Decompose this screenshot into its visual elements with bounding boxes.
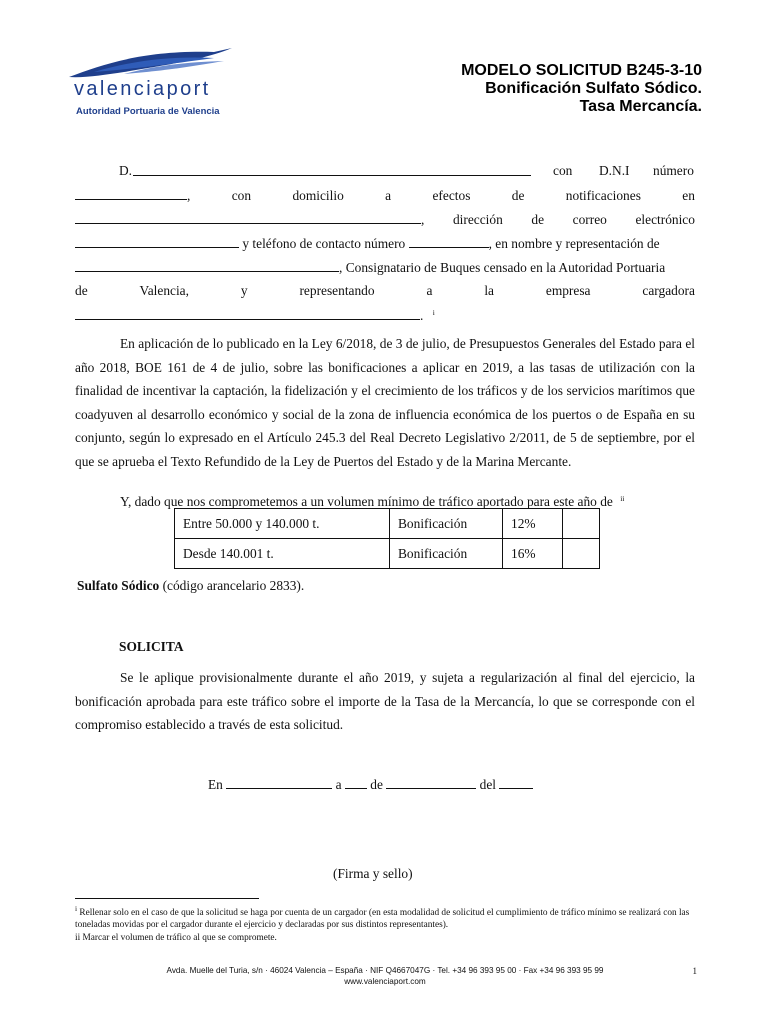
footnote-2: ii Marcar el volumen de tráfico al que se compromete. [75, 933, 277, 943]
logo-wordmark: valenciaport [74, 78, 211, 100]
word: cargadora [642, 283, 695, 298]
word: electrónico [635, 212, 695, 227]
address-field [75, 211, 424, 228]
logo-subtitle: Autoridad Portuaria de Valencia [76, 106, 220, 117]
word: a [385, 188, 392, 203]
table-row [175, 539, 600, 569]
word: la [484, 283, 494, 298]
word: de [511, 188, 525, 203]
label-representation: , en nombre y representación de [488, 236, 660, 251]
label-phone: y teléfono de contacto número [242, 236, 406, 251]
bonus-label: Bonificación [390, 509, 503, 539]
word: notificaciones [565, 188, 641, 203]
label-con: con [553, 163, 573, 178]
label-d: D. [119, 163, 133, 178]
word: a [426, 283, 433, 298]
word: empresa [545, 283, 591, 298]
word: en [682, 188, 695, 203]
city-blank[interactable] [226, 776, 332, 789]
selection-box[interactable] [563, 509, 600, 539]
valenciaport-logo [64, 44, 234, 124]
period: . [420, 308, 424, 323]
form-line-company [75, 283, 695, 305]
title-line-3: Tasa Mercancía. [579, 98, 702, 115]
consignee-blank[interactable] [75, 259, 339, 272]
word: dirección [452, 212, 503, 227]
footer-address: Avda. Muelle del Turia, s/n · 46024 Valencia – España · NIF Q4667047G · Tel. +34 96 393 95 00 · Fax +34 96 393 95 99 [166, 966, 604, 975]
footnote-ref-2: ii [620, 493, 625, 503]
form-line-address [75, 211, 695, 233]
month-blank[interactable] [386, 776, 476, 789]
dni-field [75, 187, 190, 204]
label-dni: D.N.I [599, 163, 630, 178]
product-name: Sulfato Sódico [77, 578, 160, 593]
volume-range: Entre 50.000 y 140.000 t. [175, 509, 390, 539]
form-line-dni [75, 187, 695, 209]
word: representando [299, 283, 375, 298]
dni-blank[interactable] [75, 187, 187, 200]
request-paragraph: Se le aplique provisionalmente durante el año 2019, y sujeta a regularización al final del ejercicio, la bonificación aprobada para este tráfico sobre el importe de la Tasa de la Mercancía, lo que se corresponde con el compromiso establecido a través de esta solicitud. [75, 670, 695, 732]
word: y [240, 283, 248, 298]
footnote-ref-1: i [432, 307, 435, 317]
label-numero: número [653, 163, 694, 178]
word: correo [572, 212, 607, 227]
signature-label: (Firma y sello) [333, 866, 413, 881]
phone-blank[interactable] [409, 235, 489, 248]
commitment-text: Y, dado que nos comprometemos a un volumen mínimo de tráfico aportado para este año de [120, 494, 613, 509]
word: de [531, 212, 545, 227]
word: de [75, 283, 88, 298]
year-blank[interactable] [499, 776, 533, 789]
product-line [77, 578, 697, 600]
word: domicilio [292, 188, 344, 203]
label-de: de [370, 777, 383, 792]
solicita-heading: SOLICITA [119, 639, 184, 654]
comma: , [187, 188, 191, 203]
address-blank[interactable] [75, 211, 421, 224]
date-line [208, 776, 608, 798]
label-a: a [335, 777, 342, 792]
name-blank[interactable] [133, 163, 531, 176]
form-line-consignee [75, 259, 695, 281]
footnote-1-text: Rellenar solo en el caso de que la solicitud se haga por cuenta de un cargador (en esta modalidad de solicitud el cumplimiento de tráfico mínimo se realizará con las toneladas movidas por el cargador durante el ejercicio y declaradas por sus distintos representantes). [75, 908, 690, 930]
product-code: (código arancelario 2833). [159, 578, 305, 593]
logo-wave-icon [64, 44, 234, 80]
footnote-mark: i [75, 903, 78, 913]
word: Valencia, [139, 283, 189, 298]
form-line-name [75, 163, 695, 185]
word: con [231, 188, 252, 203]
bonus-label: Bonificación [390, 539, 503, 569]
form-line-contact [75, 235, 695, 257]
legal-paragraph: En aplicación de lo publicado en la Ley 6/2018, de 3 de julio, de Presupuestos Generales del Estado para el año 2018, BOE 161 de 4 de julio, sobre las bonificaciones a aplicar en 2019, a las tasas de utilización con la finalidad de incentivar la captación, la fidelización y el crecimiento de los tráficos y de los servicios marítimos que coadyuven al desarrollo económico y social de la zona de influencia económica de los puertos o de España en su conjunto, según lo expresado en el Artículo 245.3 del Real Decreto Legislativo 2/2011, de 5 de septiembre, por el que se aprueba el Texto Refundido de la Ley de Puertos del Estado y de la Marina Mercante. [75, 336, 695, 469]
label-en: En [208, 777, 223, 792]
label-consignee: , Consignatario de Buques censado en la Autoridad Portuaria [339, 260, 666, 275]
document-title [461, 62, 702, 116]
day-blank[interactable] [345, 776, 367, 789]
selection-box[interactable] [563, 539, 600, 569]
volume-range: Desde 140.001 t. [175, 539, 390, 569]
title-line-1: MODELO SOLICITUD B245-3-10 [461, 62, 702, 79]
footnote-1 [75, 903, 700, 931]
page-number: 1 [692, 966, 697, 976]
word: efectos [432, 188, 471, 203]
bonus-percentage: 12% [503, 509, 563, 539]
form-line-shipper [75, 307, 695, 329]
title-line-2: Bonificación Sulfato Sódico. [485, 80, 702, 97]
email-blank[interactable] [75, 235, 239, 248]
label-del: del [479, 777, 496, 792]
footer-website: www.valenciaport.com [344, 977, 426, 986]
bonus-percentage: 16% [503, 539, 563, 569]
shipper-blank[interactable] [75, 307, 420, 320]
footnote-divider [75, 898, 259, 899]
bonus-table [174, 508, 600, 569]
table-row [175, 509, 600, 539]
comma: , [421, 212, 425, 227]
